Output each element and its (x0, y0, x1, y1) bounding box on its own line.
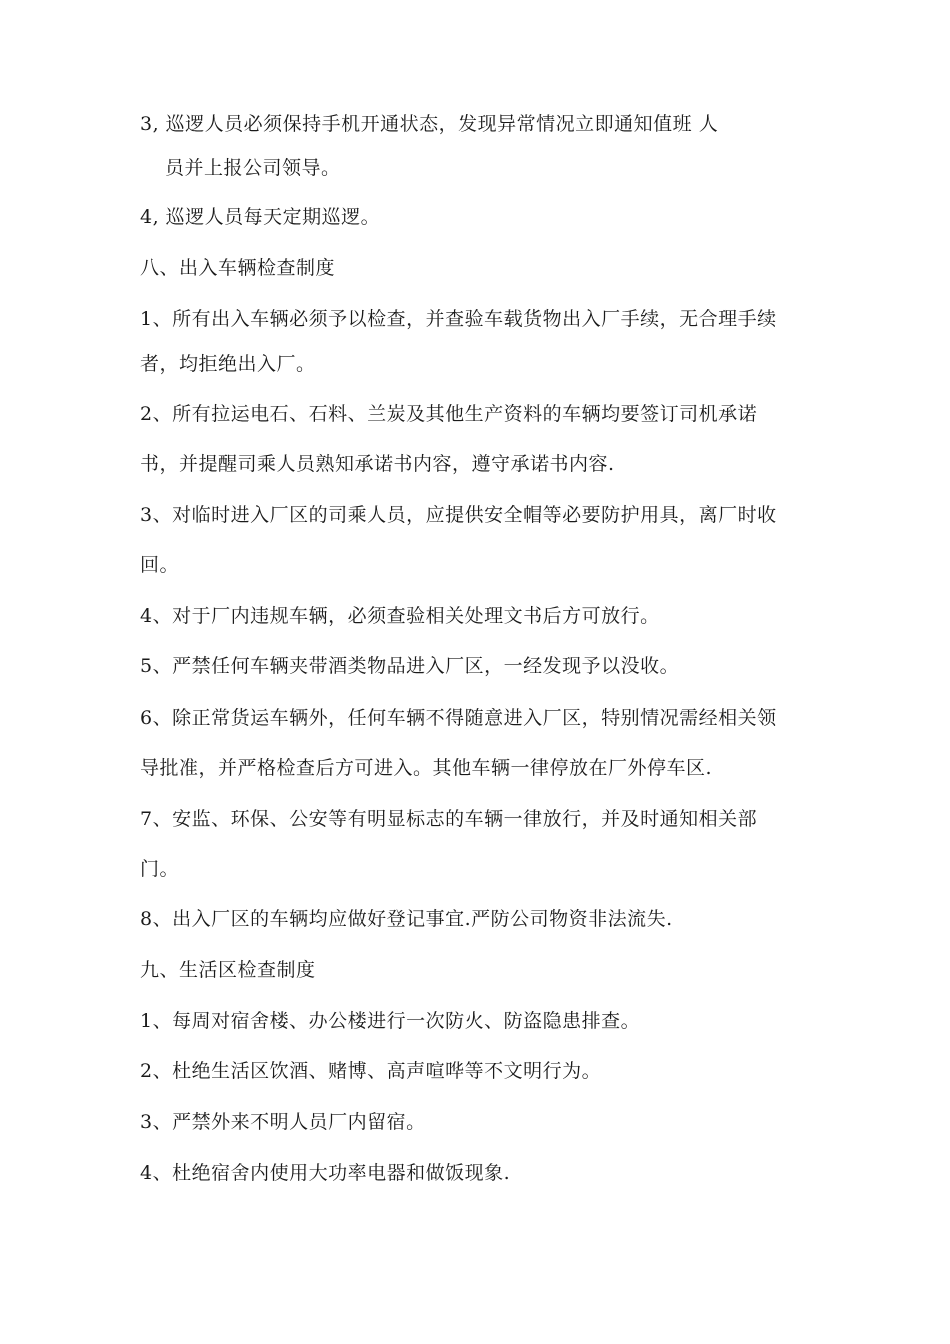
vehicle-rule-2-line1: 2、所有拉运电石、石料、兰炭及其他生产资料的车辆均要签订司机承诺 (140, 403, 758, 425)
section-heading-vehicle-inspection: 八、出入车辆检查制度 (140, 257, 336, 279)
vehicle-rule-5: 5、严禁任何车辆夹带酒类物品进入厂区，一经发现予以没收。 (140, 655, 680, 677)
living-rule-3: 3、严禁外来不明人员厂内留宿。 (140, 1111, 426, 1133)
living-rule-1: 1、每周对宿舍楼、办公楼进行一次防火、防盗隐患排查。 (140, 1010, 641, 1032)
vehicle-rule-6-line1: 6、除正常货运车辆外，任何车辆不得随意进入厂区，特别情况需经相关领 (140, 707, 777, 729)
section-heading-living-area-inspection: 九、生活区检查制度 (140, 959, 316, 981)
vehicle-rule-6-line2: 导批准，并严格检查后方可进入。其他车辆一律停放在厂外停车区. (140, 757, 713, 779)
vehicle-rule-3-line2: 回。 (140, 554, 180, 576)
vehicle-rule-4: 4、对于厂内违规车辆，必须查验相关处理文书后方可放行。 (140, 605, 660, 627)
rule-patrol-3-line1: 3, 巡逻人员必须保持手机开通状态，发现异常情况立即通知值班 人 (140, 113, 719, 135)
vehicle-rule-2-line2: 书，并提醒司乘人员熟知承诺书内容，遵守承诺书内容. (140, 453, 615, 475)
living-rule-2: 2、杜绝生活区饮酒、赌博、高声喧哗等不文明行为。 (140, 1060, 602, 1082)
vehicle-rule-1-line2: 者，均拒绝出入厂。 (140, 353, 316, 375)
vehicle-rule-1-line1: 1、所有出入车辆必须予以检查，并查验车载货物出入厂手续，无合理手续 (140, 308, 777, 330)
vehicle-rule-7-line2: 门。 (140, 858, 180, 880)
rule-patrol-3-line2: 员并上报公司领导。 (165, 157, 341, 179)
vehicle-rule-8: 8、出入厂区的车辆均应做好登记事宜.严防公司物资非法流失. (140, 908, 673, 930)
vehicle-rule-3-line1: 3、对临时进入厂区的司乘人员，应提供安全帽等必要防护用具，离厂时收 (140, 504, 777, 526)
rule-patrol-4: 4, 巡逻人员每天定期巡逻。 (140, 206, 381, 228)
living-rule-4: 4、杜绝宿舍内使用大功率电器和做饭现象. (140, 1162, 511, 1184)
vehicle-rule-7-line1: 7、安监、环保、公安等有明显标志的车辆一律放行，并及时通知相关部 (140, 808, 758, 830)
